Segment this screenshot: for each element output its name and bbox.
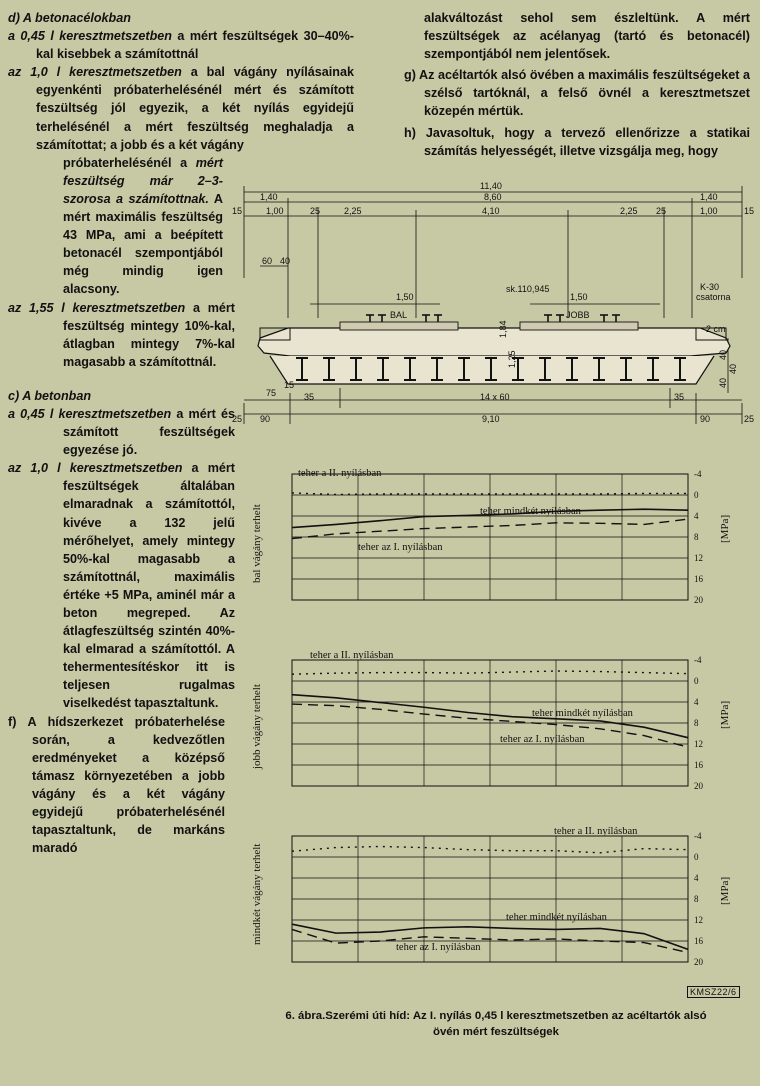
dim-40-vert-a: 40 — [718, 349, 728, 360]
bridge-cross-section-drawing — [230, 178, 754, 430]
dim-40: 40 — [280, 256, 291, 266]
figure-stamp: KMSZ22/6 — [687, 986, 740, 998]
y-tick-label: 0 — [694, 676, 699, 686]
rail — [422, 315, 430, 322]
figure-caption — [236, 1008, 756, 1040]
d1-rest: a mért feszültségek 30–40%-kal kisebbek a számítottnál — [36, 29, 354, 62]
dimension-labels — [232, 181, 754, 424]
dim-90-left: 90 — [260, 414, 271, 424]
rail — [544, 315, 552, 322]
dimension-lines — [244, 186, 742, 424]
y-tick-label: -4 — [694, 831, 702, 841]
dim-9-10: 9,10 — [482, 414, 500, 424]
dim-40-vert-b: 40 — [728, 363, 738, 374]
series-label: teher mindkét nyílásban — [506, 912, 607, 923]
y-axis-label: mindkét vágány terhelt — [251, 843, 263, 945]
stress-charts — [248, 458, 752, 984]
paragraph-h: h) Javasoltuk, hogy a tervező ellenőrizze a statikai számítás helyességét, illetve vizsgálja meg, hogy — [404, 125, 750, 158]
dim-2cm: 2 cm — [706, 324, 726, 334]
chart-panel-2 — [251, 650, 731, 791]
d1-lead: a 0,45 l keresztmetszetben — [8, 29, 172, 44]
paragraph-f: f) A hídszerkezet próbaterhelése során, a kedvezőtlen eredményeket a középső támasz környezetében a jobb vágány és a két vágány egyidejű próbaterhelésénél tapasztaltunk, de markáns maradó — [8, 714, 225, 856]
y-tick-label: 8 — [694, 894, 699, 904]
y-tick-label: 20 — [694, 957, 703, 967]
series-label: teher mindkét nyílásban — [480, 506, 581, 517]
y-tick-label: 16 — [694, 936, 703, 946]
series-label: teher az I. nyílásban — [396, 942, 481, 953]
dim-25-bottom-left: 25 — [232, 414, 243, 424]
paragraph-d1 — [8, 27, 354, 63]
y-tick-label: 12 — [694, 553, 703, 563]
y-tick-label: -4 — [694, 469, 702, 479]
y-axis-label: jobb vágány terhelt — [251, 684, 263, 769]
y-unit-label: [MPa] — [719, 700, 731, 729]
dim-1-25: 1,25 — [507, 350, 517, 368]
c1-rest: a mért és számított feszültségek egyezése jó. — [63, 406, 236, 458]
paragraph-d3 — [8, 299, 235, 371]
caption-line-1: 6. ábra.Szerémi úti híd: Az I. nyílás 0,45 l keresztmetszetben az acéltartók alsó — [285, 1010, 707, 1022]
dim-25-left: 25 — [310, 206, 321, 216]
d2-wrap-italic: mért feszültség már 2–3-szorosa a számítottnak. — [63, 155, 223, 206]
y-tick-label: 20 — [694, 781, 703, 791]
label-k30: K-30 — [700, 282, 720, 292]
dim-25-bottom-right: 25 — [744, 414, 754, 424]
right-text-column — [404, 9, 750, 160]
y-tick-label: 4 — [694, 697, 699, 707]
paragraph-c1 — [8, 405, 235, 459]
track-label-bal: BAL — [390, 310, 408, 320]
rail — [556, 315, 564, 322]
dim-sk-level: sk.110,945 — [506, 284, 550, 294]
y-tick-label: 16 — [694, 760, 703, 770]
dim-60: 60 — [262, 256, 273, 266]
dim-15-left: 15 — [232, 206, 243, 216]
y-tick-label: 20 — [694, 595, 703, 605]
rail — [378, 315, 386, 322]
track-label-jobb: JOBB — [566, 310, 590, 320]
dim-14x60: 14 x 60 — [480, 392, 510, 402]
series-label: teher a II. nyílásban — [298, 468, 382, 479]
chart-panel-3 — [251, 826, 731, 967]
dim-75: 75 — [266, 388, 277, 398]
y-axis-label: bal vágány terhelt — [251, 504, 263, 583]
dim-2-25-left: 2,25 — [344, 206, 362, 216]
dim-4-10: 4,10 — [482, 206, 500, 216]
rail — [612, 315, 620, 322]
paragraph-g: g) Az acéltartók alsó övében a maximális feszültségeket a szélső tartóknál, a felső övnél a keresztmetszet közepén mértük. — [404, 68, 750, 119]
dim-35-left: 35 — [304, 392, 315, 402]
y-tick-label: 16 — [694, 574, 703, 584]
dim-8-60: 8,60 — [484, 192, 502, 202]
paragraph-d2 — [8, 63, 354, 153]
y-tick-label: 4 — [694, 511, 699, 521]
caption-line-2: övén mért feszültségek — [433, 1026, 559, 1038]
dim-15-right: 15 — [744, 206, 754, 216]
label-csatorna: csatorna — [696, 292, 731, 302]
y-unit-label: [MPa] — [719, 514, 731, 543]
y-tick-label: 0 — [694, 852, 699, 862]
dim-35-right: 35 — [674, 392, 685, 402]
rail — [366, 315, 374, 322]
dim-25-right: 25 — [656, 206, 667, 216]
rail — [600, 315, 608, 322]
c1-lead: a 0,45 l keresztmetszetben — [8, 406, 172, 421]
d2-wrap-b: A mért maximális feszültség 43 MPa, ami a beépített betonacél szempontjából még mindig igen alacsony. — [63, 191, 223, 297]
d3-rest: a mért feszültség mintegy 10%-kal, átlagban mintegy 7%-kal magasabb a számítottnál. — [63, 300, 235, 369]
c2-lead: az 1,0 l keresztmetszetben — [8, 461, 183, 476]
chart-panel-1 — [251, 468, 731, 605]
d2-rest: a bal vágány nyílásainak egyenkénti próbaterhelésénél mért és számított feszültség jól egyezik, a két nyílás egyidejű terhelésénél a mért feszültség meghaladja a számítottat; a jobb és a két vágány — [36, 65, 354, 152]
dim-1-50-left: 1,50 — [396, 292, 414, 302]
dim-11-40: 11,40 — [480, 181, 502, 191]
section-c-heading: c) A betonban — [8, 388, 92, 403]
y-tick-label: 12 — [694, 915, 703, 925]
series-label: teher mindkét nyílásban — [532, 708, 633, 719]
y-tick-label: 0 — [694, 490, 699, 500]
dim-1-50-right: 1,50 — [570, 292, 588, 302]
y-unit-label: [MPa] — [719, 876, 731, 905]
series-label: teher a II. nyílásban — [310, 650, 394, 661]
dim-1-40-left: 1,40 — [260, 192, 278, 202]
dim-1-00-left: 1,00 — [266, 206, 284, 216]
series-label: teher az I. nyílásban — [358, 542, 443, 553]
rail — [434, 315, 442, 322]
dim-90-right: 90 — [700, 414, 711, 424]
paragraph-continued: alakváltozást sehol sem észleltünk. A mért feszültségek az acélanyag (tartó és betonacél) szempontjából nem jelentősek. — [424, 11, 750, 62]
d2-wrap-a: próbaterhelésénél a — [63, 155, 196, 170]
dim-1-40-right: 1,40 — [700, 192, 718, 202]
d3-lead: az 1,55 l keresztmetszetben — [8, 300, 186, 315]
dim-1-00-right: 1,00 — [700, 206, 718, 216]
series-label: teher az I. nyílásban — [500, 734, 585, 745]
dim-2-25-right: 2,25 — [620, 206, 638, 216]
y-tick-label: 4 — [694, 873, 699, 883]
series-label: teher a II. nyílásban — [554, 826, 638, 837]
paragraph-d2-wrap — [8, 154, 223, 299]
y-tick-label: 8 — [694, 718, 699, 728]
dim-15-bottom: 15 — [284, 380, 295, 390]
section-d-heading: d) A betonacélokban — [8, 11, 131, 25]
y-tick-label: -4 — [694, 655, 702, 665]
paragraph-c2 — [8, 459, 235, 712]
c2-rest: a mért feszültségek általában elmaradnak a számítottól, kivéve a 132 jelű mérőhelyet, amely mintegy 50%-kal magasabb a számítottnál, maximális értéke +5 MPa, aminél már a beton megreped. Az átlagfeszültség szintén 40%-kal elmarad a számítottól. A tehermentesítéskor itt is teljesen rugalmas viselkedést tapasztaltunk. — [63, 461, 235, 711]
y-tick-label: 12 — [694, 739, 703, 749]
dim-40-vert-c: 40 — [718, 377, 728, 388]
d2-lead: az 1,0 l keresztmetszetben — [8, 65, 182, 80]
y-tick-label: 8 — [694, 532, 699, 542]
dim-1-84: 1,84 — [498, 320, 508, 338]
